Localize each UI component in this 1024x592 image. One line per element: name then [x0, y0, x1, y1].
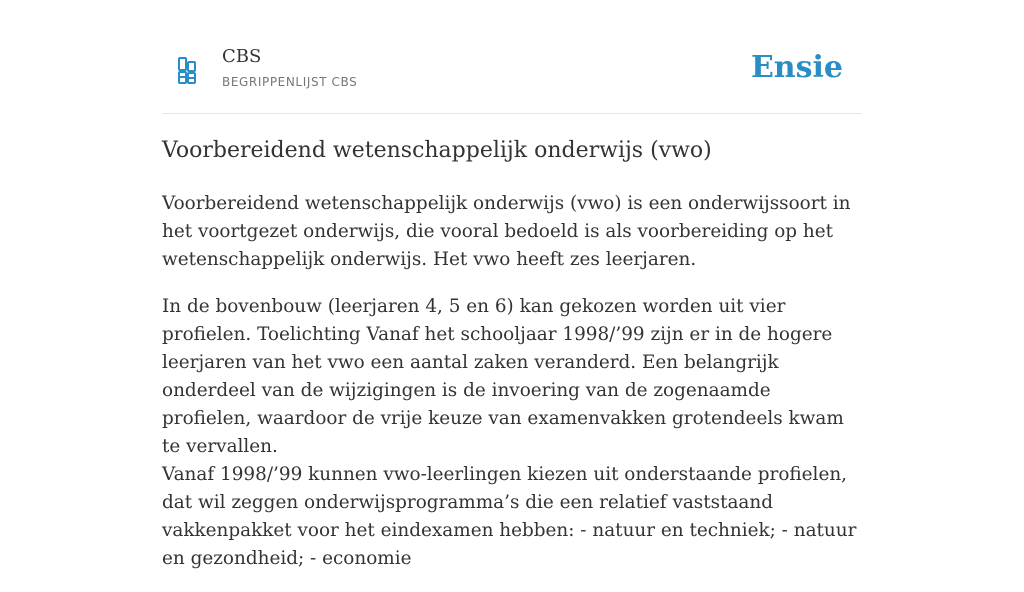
- article-body: [162, 190, 862, 592]
- cbs-logo-icon[interactable]: [176, 56, 198, 86]
- header: [162, 0, 862, 114]
- paragraph: In de bovenbouw (leerjaren 4, 5 en 6) kan gekozen worden uit vier profielen. Toelichting Vanaf het schooljaar 1998/’99 zijn er in de hogere leerjaren van het vwo een aantal zaken veranderd. Een belangrijk onderdeel van de wijzigingen is de invoering van de zogenaamde profielen, waardoor de vrije keuze van examenvakken grotendeels kwam te vervallen.: [162, 296, 844, 457]
- brand-logo[interactable]: Ensie: [750, 50, 843, 85]
- paragraph: Voorbereidend wetenschappelijk onderwijs (vwo) is een onderwijssoort in het voortgezet onderwijs, die vooral bedoeld is als voorbereiding op het wetenschappelijk onderwijs. Het vwo heeft zes leerjaren.: [162, 193, 851, 270]
- source-name[interactable]: CBS: [222, 46, 262, 67]
- page: [162, 0, 862, 569]
- paragraph: Vanaf 1998/’99 kunnen vwo-leerlingen kiezen uit onderstaande profielen, dat wil zeggen onderwijsprogramma’s die een relatief vaststaand vakkenpakket voor het eindexamen hebben: - natuur en techniek; - natuur en gezondheid; - economie: [162, 464, 857, 569]
- source-subtitle[interactable]: BEGRIPPENLIJST CBS: [222, 75, 358, 89]
- page-title: Voorbereidend wetenschappelijk onderwijs (vwo): [162, 138, 712, 163]
